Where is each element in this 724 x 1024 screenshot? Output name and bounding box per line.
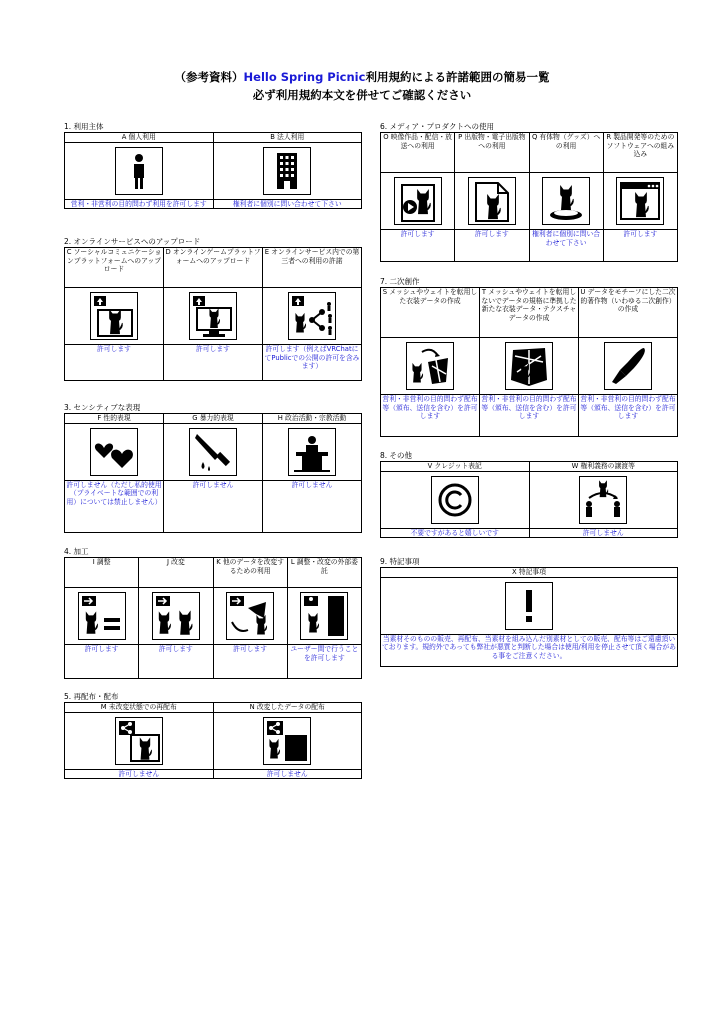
note-R: 許可します (603, 230, 677, 262)
note-W: 許可しません (529, 528, 678, 538)
note-B: 権利者に個別に問い合わせて下さい (213, 199, 362, 209)
goods-icon (542, 177, 590, 225)
note-F: 許可しません（ただし私的使用（プライベートな範囲での利用）については禁止しません） (65, 480, 164, 532)
note-N: 許可しません (213, 769, 362, 779)
podium-icon (288, 428, 336, 476)
software-icon (616, 177, 664, 225)
note-S: 営利・非営利の目的問わず配布等（頒布、送信を含む）を許可します (381, 395, 480, 437)
section-heading: 6. メディア・プロダクトへの使用 (380, 122, 494, 131)
section-3 (64, 403, 362, 533)
note-C: 許可します (65, 345, 164, 381)
note-H: 許可しません (263, 480, 362, 532)
label-A: A 個人利用 (65, 133, 214, 143)
section-heading: 7. 二次創作 (380, 277, 420, 286)
knife-icon (189, 428, 237, 476)
note-E: 許可します（例えばVRChatにてPublicでの公開の許可を含みます） (263, 345, 362, 381)
page-subtitle: 必ず利用規約本文を併せてご確認ください (252, 88, 472, 102)
distribute-modified-icon (263, 717, 311, 765)
note-X: 当素材そのものの販売、再配布、当素材を組み込んだ別素材としての販売、配布等はご遠慮頂いております。規約外であっても弊社が悪質と判断した場合は使用/利用を停止させて頂く場合がある事をご注意ください。 (381, 634, 678, 666)
label-G: G 暴力的表現 (164, 414, 263, 424)
label-V: V クレジット表記 (381, 462, 530, 472)
label-O: O 映像作品・配信・放送への利用 (381, 133, 455, 173)
note-A: 営利・非営利の目的問わず利用を許可します (65, 199, 214, 209)
publication-icon (468, 177, 516, 225)
note-I: 許可します (65, 645, 139, 679)
label-W: W 権利義務の譲渡等 (529, 462, 678, 472)
redistribute-icon (115, 717, 163, 765)
section-2 (64, 237, 362, 381)
note-G: 許可しません (164, 480, 263, 532)
label-U: U データをモチーフにした二次的著作物（いわゆる二次創作）の作成 (579, 288, 678, 338)
section-4 (64, 547, 362, 679)
note-L: ユーザー間で行うことを許可します (287, 645, 361, 679)
transfer-rights-icon (579, 476, 627, 524)
note-T: 営利・非営利の目的問わず配布等（頒布、送信を含む）を許可します (480, 395, 579, 437)
note-P: 許可します (455, 230, 529, 262)
share-third-party-icon (288, 292, 336, 340)
label-R: R 製品開発等のためのソフトウェアへの組み込み (603, 133, 677, 173)
label-F: F 性的表現 (65, 414, 164, 424)
label-X: X 特記事項 (381, 568, 678, 578)
label-B: B 法人利用 (213, 133, 362, 143)
section-heading: 4. 加工 (64, 547, 89, 556)
section-heading: 5. 再配布・配布 (64, 692, 119, 701)
label-T: T メッシュやウェイトを転用しないでデータの規格に準拠した新たな衣装データ・テクスチャデータの作成 (480, 288, 579, 338)
modify-icon (152, 592, 200, 640)
label-M: M 未改変状態での再配布 (65, 703, 214, 713)
note-Q: 権利者に個別に問い合わせて下さい (529, 230, 603, 262)
label-J: J 改変 (139, 558, 213, 588)
label-S: S メッシュやウェイトを転用した衣装データの作成 (381, 288, 480, 338)
person-icon (115, 147, 163, 195)
note-D: 許可します (164, 345, 263, 381)
section-heading: 8. その他 (380, 451, 413, 460)
note-K: 許可します (213, 645, 287, 679)
hearts-icon (90, 428, 138, 476)
section-5 (64, 692, 362, 779)
label-D: D オンラインゲームプラットフォームへのアップロード (164, 248, 263, 288)
video-icon (394, 177, 442, 225)
game-upload-icon (189, 292, 237, 340)
section-heading: 1. 利用主体 (64, 122, 104, 131)
section-8 (380, 451, 678, 538)
note-V: 不要ですがあると嬉しいです (381, 528, 530, 538)
copyright-icon (431, 476, 479, 524)
exclamation-icon (505, 582, 553, 630)
upload-cat-icon (90, 292, 138, 340)
section-1 (64, 122, 362, 209)
note-M: 許可しません (65, 769, 214, 779)
section-7 (380, 277, 678, 437)
label-L: L 調整・改変の外部委託 (287, 558, 361, 588)
label-Q: Q 有体物（グッズ）への利用 (529, 133, 603, 173)
label-N: N 改変したデータの配布 (213, 703, 362, 713)
label-K: K 他のデータを改変するための利用 (213, 558, 287, 588)
adjust-icon (78, 592, 126, 640)
section-heading: 9. 特記事項 (380, 557, 420, 566)
note-U: 営利・非営利の目的問わず配布等（頒布、送信を含む）を許可します (579, 395, 678, 437)
label-I: I 調整 (65, 558, 139, 588)
outsource-icon (300, 592, 348, 640)
label-C: C ソーシャルコミュニケーションプラットフォームへのアップロード (65, 248, 164, 288)
page-title: （参考資料）Hello Spring Picnic利用規約による許諾範囲の簡易一覧 (174, 70, 550, 84)
pen-icon (604, 342, 652, 390)
section-9 (380, 557, 678, 667)
section-heading: 2. オンラインサービスへのアップロード (64, 237, 201, 246)
modify-other-icon (226, 592, 274, 640)
label-E: E オンラインサービス内での第三者への利用の許諾 (263, 248, 362, 288)
label-H: H 政治活動・宗教活動 (263, 414, 362, 424)
building-icon (263, 147, 311, 195)
note-J: 許可します (139, 645, 213, 679)
mesh-transfer-icon (406, 342, 454, 390)
label-P: P 出版物・電子出版物への利用 (455, 133, 529, 173)
section-6 (380, 122, 678, 262)
note-O: 許可します (381, 230, 455, 262)
texture-icon (505, 342, 553, 390)
section-heading: 3. センシティブな表現 (64, 403, 141, 412)
